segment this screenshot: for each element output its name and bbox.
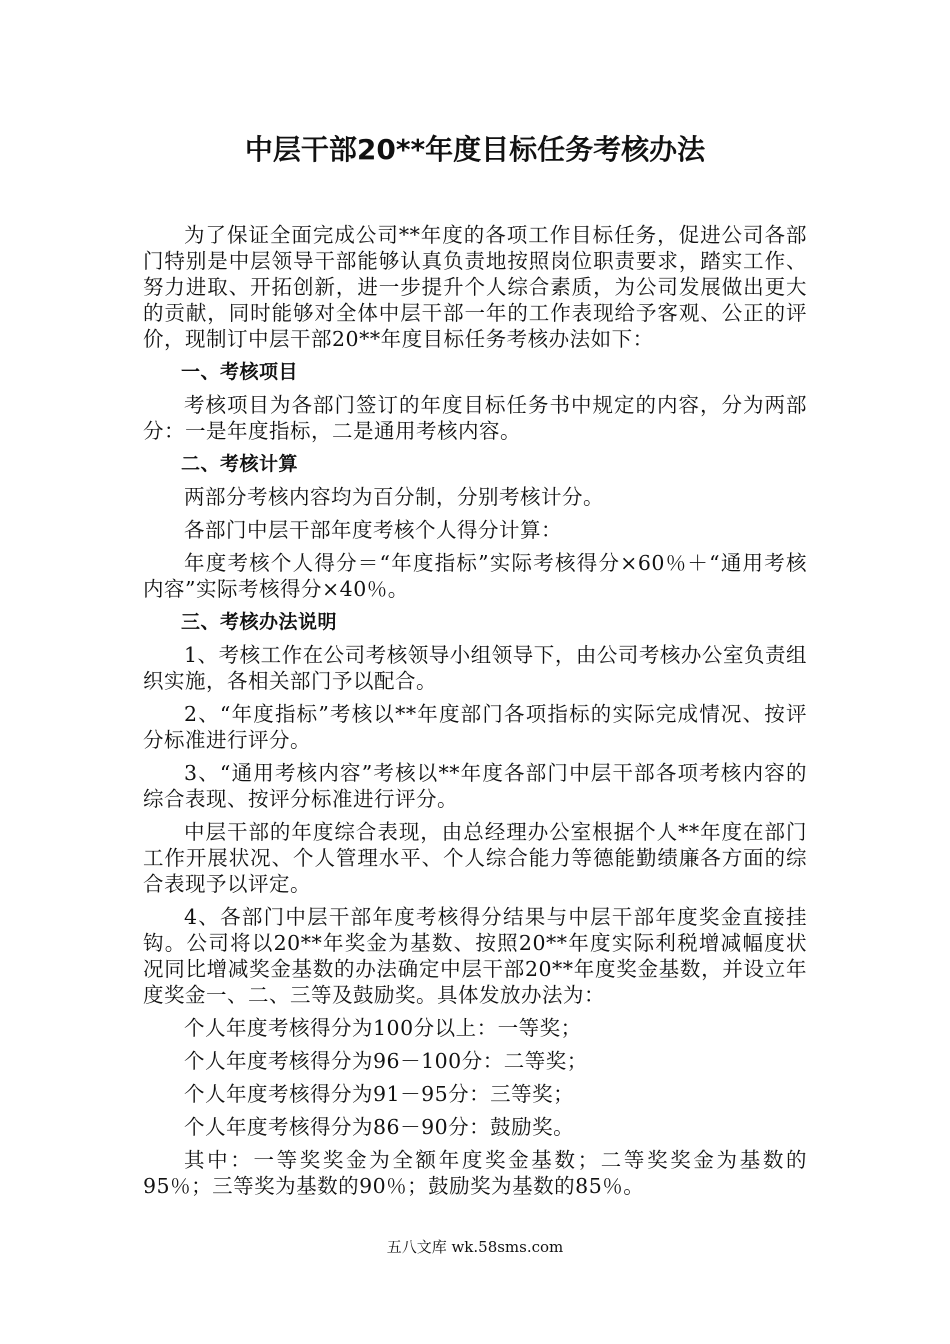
document-title: 中层干部20**年度目标任务考核办法 xyxy=(244,133,706,166)
award-line: 个人年度考核得分为91－95分：三等奖； xyxy=(184,1082,575,1106)
paragraph: 2、“年度指标”考核以**年度部门各项指标的实际完成情况、按评分标准进行评分。 xyxy=(143,702,807,752)
section-heading-assessment-calculation: 二、考核计算 xyxy=(181,453,299,475)
award-line: 个人年度考核得分为100分以上：一等奖； xyxy=(184,1016,582,1040)
section-heading-method-explanation: 三、考核办法说明 xyxy=(181,611,338,633)
paragraph: 4、各部门中层干部年度考核得分结果与中层干部年度奖金直接挂钩。公司将以20**年奖金为基数、按照20**年度实际利税增减幅度状况同比增减奖金基数的办法确定中层干部20**年度奖金基数，并设立年度奖金一、二、三等及鼓励奖。具体发放办法为： xyxy=(143,905,807,1007)
paragraph: 两部分考核内容均为百分制，分别考核计分。 xyxy=(184,485,604,509)
intro-paragraph: 为了保证全面完成公司**年度的各项工作目标任务，促进公司各部门特别是中层领导干部能够认真负责地按照岗位职责要求，踏实工作、努力进取、开拓创新，进一步提升个人综合素质，为公司发展做出更大的贡献，同时能够对全体中层干部一年的工作表现给予客观、公正的评价，现制订中层干部20**年度目标任务考核办法如下： xyxy=(143,223,807,351)
document-body xyxy=(143,222,807,1199)
paragraph: 1、考核工作在公司考核领导小组领导下，由公司考核办公室负责组织实施，各相关部门予以配合。 xyxy=(143,643,807,693)
paragraph: 考核项目为各部门签订的年度目标任务书中规定的内容，分为两部分：一是年度指标，二是通用考核内容。 xyxy=(143,393,807,443)
paragraph: 其中：一等奖奖金为全额年度奖金基数；二等奖奖金为基数的95％；三等奖为基数的90％；鼓励奖为基数的85％。 xyxy=(143,1148,807,1198)
award-line: 个人年度考核得分为86－90分：鼓励奖。 xyxy=(184,1115,575,1139)
paragraph: 各部门中层干部年度考核个人得分计算： xyxy=(184,518,562,542)
page-footer-watermark: 五八文库 wk.58sms.com xyxy=(386,1238,564,1256)
formula-paragraph: 年度考核个人得分＝“年度指标”实际考核得分×60％＋“通用考核内容”实际考核得分×40％。 xyxy=(143,551,807,601)
paragraph: 中层干部的年度综合表现，由总经理办公室根据个人**年度在部门工作开展状况、个人管理水平、个人综合能力等德能勤绩廉各方面的综合表现予以评定。 xyxy=(143,820,807,896)
section-heading-assessment-items: 一、考核项目 xyxy=(181,361,299,383)
award-line: 个人年度考核得分为96－100分：二等奖； xyxy=(184,1049,588,1073)
paragraph: 3、“通用考核内容”考核以**年度各部门中层干部各项考核内容的综合表现、按评分标准进行评分。 xyxy=(143,761,807,811)
